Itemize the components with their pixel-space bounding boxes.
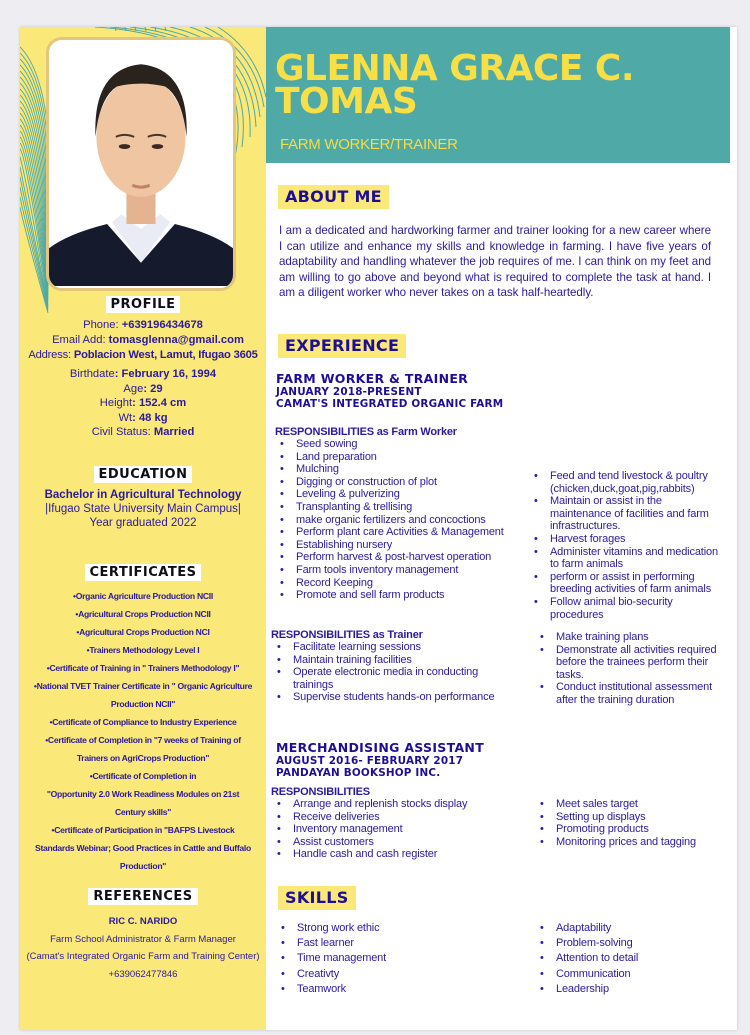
main-content bbox=[266, 163, 730, 1030]
certificate-line: •Agricultural Crops Production NCI bbox=[76, 627, 210, 637]
certificate-line: •Certificate of Compliance to Industry Experience bbox=[49, 717, 237, 727]
list-item: • Conduct institutional assessment after the training duration bbox=[536, 681, 726, 706]
skill-item: • Leadership bbox=[536, 982, 726, 997]
certificate-line: •Trainers Methodology Level I bbox=[86, 645, 200, 655]
skill-item: • Attention to detail bbox=[536, 951, 726, 966]
certificate-line: Production" bbox=[119, 861, 167, 871]
degree: Bachelor in Agricultural Technology bbox=[44, 489, 242, 501]
list-item: • Make training plans bbox=[536, 631, 726, 644]
age-line: Age: 29 bbox=[123, 382, 163, 395]
certificate-line: Production NCII" bbox=[110, 699, 176, 709]
list-item: • Promoting products bbox=[536, 823, 726, 836]
list-item: • Receive deliveries bbox=[273, 811, 523, 824]
references-info bbox=[20, 913, 266, 983]
list-item: • Promote and sell farm products bbox=[276, 589, 526, 602]
certificate-line: •Certificate of Completion in "7 weeks of Training of bbox=[45, 735, 241, 745]
list-item: • Follow animal bio-security procedures bbox=[530, 596, 725, 621]
certificates-heading: CERTIFICATES bbox=[20, 563, 266, 581]
phone-line: Phone: +639196434678 bbox=[83, 319, 203, 331]
graduation-year: Year graduated 2022 bbox=[89, 517, 197, 529]
about-text: I am a dedicated and hardworking farmer and trainer looking for a new career where I can utilize and enhance my skills and knowledge in farming. I have five years of adaptability and handling whatever the job requires of me. I can think on my feet and am willing to go above and beyond what is required to complete the task at hand. I am a diligent worker who never takes on a task half-heartedly. bbox=[279, 224, 711, 299]
list-item: • perform or assist in performing breeding activities of farm animals bbox=[530, 571, 725, 596]
responsibilities-label: RESPONSIBILITIES bbox=[271, 786, 370, 798]
responsibilities-label: RESPONSIBILITIES as Trainer bbox=[271, 629, 423, 641]
job-company: PANDAYAN BOOKSHOP INC. bbox=[276, 767, 441, 779]
list-item: • Harvest forages bbox=[530, 533, 725, 546]
civil-status-line: Civil Status: Married bbox=[91, 426, 195, 438]
reference-phone: +639062477846 bbox=[108, 968, 178, 980]
list-item: • Facilitate learning sessions bbox=[273, 641, 508, 654]
full-name: GLENNA GRACE C. TOMAS bbox=[275, 48, 635, 122]
profile-info bbox=[20, 318, 266, 440]
certificate-line: •National TVET Trainer Certificate in " Organic Agriculture bbox=[33, 681, 253, 691]
list-item: • Operate electronic media in conducting trainings bbox=[273, 666, 508, 691]
certificate-line: "Opportunity 2.0 Work Readiness Modules on 21st bbox=[46, 789, 240, 799]
list-item: • Perform harvest & post-harvest operation bbox=[276, 551, 526, 564]
certificates-list bbox=[22, 587, 264, 875]
list-item: • Administer vitamins and medication to farm animals bbox=[530, 546, 725, 571]
list-item: • Land preparation bbox=[276, 451, 526, 464]
list-item: • Maintain or assist in the maintenance of facilities and farm infrastructures. bbox=[530, 495, 725, 533]
list-item: • Seed sowing bbox=[276, 438, 526, 451]
list-item: • Record Keeping bbox=[276, 577, 526, 590]
skill-item: • Teamwork bbox=[277, 982, 517, 997]
list-item: • Assist customers bbox=[273, 836, 523, 849]
job-company: CAMAT'S INTEGRATED ORGANIC FARM bbox=[276, 398, 504, 410]
experience-heading: EXPERIENCE bbox=[278, 334, 406, 358]
reference-name: RIC C. NARIDO bbox=[108, 916, 178, 927]
reference-organization: (Camat's Integrated Organic Farm and Training Center) bbox=[26, 951, 260, 962]
list-item: • Demonstrate all activities required before the trainees perform their tasks. bbox=[536, 644, 726, 682]
list-item: • Monitoring prices and tagging bbox=[536, 836, 726, 849]
email-line: Email Add: tomasglenna@gmail.com bbox=[52, 334, 244, 346]
trainer-duties-right bbox=[536, 631, 726, 707]
farm-worker-duties-left bbox=[276, 438, 526, 602]
weight-line: Wt: 48 kg bbox=[118, 411, 168, 424]
portrait-image bbox=[49, 40, 233, 286]
skill-item: • Communication bbox=[536, 967, 726, 982]
address-value: Poblacion West, Lamut, Ifugao 3605 bbox=[73, 349, 258, 361]
list-item: • Mulching bbox=[276, 463, 526, 476]
skills-right bbox=[536, 921, 726, 997]
about-heading: ABOUT ME bbox=[278, 185, 389, 209]
certificate-line: •Agricultural Crops Production NCII bbox=[75, 609, 211, 619]
list-item: • Perform plant care Activities & Management bbox=[276, 526, 526, 539]
list-item: • Digging or construction of plot bbox=[276, 476, 526, 489]
skill-item: • Creativty bbox=[277, 967, 517, 982]
trainer-duties-left bbox=[273, 641, 508, 704]
merchandising-duties-left bbox=[273, 798, 523, 861]
phone-value: +639196434678 bbox=[121, 319, 203, 331]
skill-item: • Time management bbox=[277, 951, 517, 966]
job-title: FARM WORKER & TRAINER bbox=[276, 371, 469, 386]
list-item: • Setting up displays bbox=[536, 811, 726, 824]
job-dates: JANUARY 2018-PRESENT bbox=[276, 386, 422, 398]
skills-left bbox=[277, 921, 517, 997]
certificate-line: •Certificate of Training in " Trainers Methodology I" bbox=[46, 663, 240, 673]
farm-worker-duties-right bbox=[530, 470, 725, 621]
list-item: • Handle cash and cash register bbox=[273, 848, 523, 861]
list-item: • Inventory management bbox=[273, 823, 523, 836]
list-item: • Leveling & pulverizing bbox=[276, 488, 526, 501]
certificate-line: •Organic Agriculture Production NCII bbox=[73, 591, 213, 601]
list-item: • Arrange and replenish stocks display bbox=[273, 798, 523, 811]
list-item: • Meet sales target bbox=[536, 798, 726, 811]
skill-item: • Fast learner bbox=[277, 936, 517, 951]
list-item: • Supervise students hands-on performance bbox=[273, 691, 508, 704]
name-header bbox=[266, 27, 730, 163]
profile-photo bbox=[46, 37, 236, 291]
education-info bbox=[20, 488, 266, 530]
skills-heading: SKILLS bbox=[278, 886, 356, 910]
skill-item: • Strong work ethic bbox=[277, 921, 517, 936]
skill-item: • Adaptability bbox=[536, 921, 726, 936]
responsibilities-label: RESPONSIBILITIES as Farm Worker bbox=[275, 426, 457, 438]
school: |Ifugao State University Main Campus| bbox=[45, 503, 241, 515]
certificate-line: •Certificate of Completion in bbox=[89, 771, 197, 781]
reference-position: Farm School Administrator & Farm Manager bbox=[50, 933, 236, 945]
list-item: • make organic fertilizers and concoctions bbox=[276, 514, 526, 527]
job-title: MERCHANDISING ASSISTANT bbox=[276, 740, 485, 755]
profile-heading: PROFILE bbox=[20, 295, 266, 313]
references-heading: REFERENCES bbox=[20, 887, 266, 905]
sidebar bbox=[20, 27, 266, 1030]
job-dates: AUGUST 2016- FEBRUARY 2017 bbox=[276, 755, 464, 767]
certificate-line: Trainers on AgriCrops Production" bbox=[76, 753, 210, 763]
resume-page bbox=[20, 27, 737, 1030]
education-heading: EDUCATION bbox=[20, 465, 266, 483]
birthdate-line: Birthdate: February 16, 1994 bbox=[69, 368, 217, 380]
list-item: • Transplanting & trellising bbox=[276, 501, 526, 514]
skill-item: • Problem-solving bbox=[536, 936, 726, 951]
list-item: • Farm tools inventory management bbox=[276, 564, 526, 577]
certificate-line: Century skills" bbox=[115, 807, 171, 817]
certificate-line: •Certificate of Participation in "BAFPS Livestock bbox=[51, 825, 235, 835]
height-line: Height: 152.4 cm bbox=[99, 397, 187, 409]
email-value: tomasglenna@gmail.com bbox=[108, 334, 244, 346]
address-line: Address: Poblacion West, Lamut, Ifugao 3605 bbox=[28, 349, 258, 361]
certificate-line: Standards Webinar; Good Practices in Cattle and Buffalo bbox=[35, 843, 251, 853]
list-item: • Maintain training facilities bbox=[273, 654, 508, 667]
job-role: FARM WORKER/TRAINER bbox=[280, 136, 458, 153]
list-item: • Establishing nursery bbox=[276, 539, 526, 552]
merchandising-duties-right bbox=[536, 798, 726, 848]
list-item: • Feed and tend livestock & poultry (chicken,duck,goat,pig,rabbits) bbox=[530, 470, 725, 495]
